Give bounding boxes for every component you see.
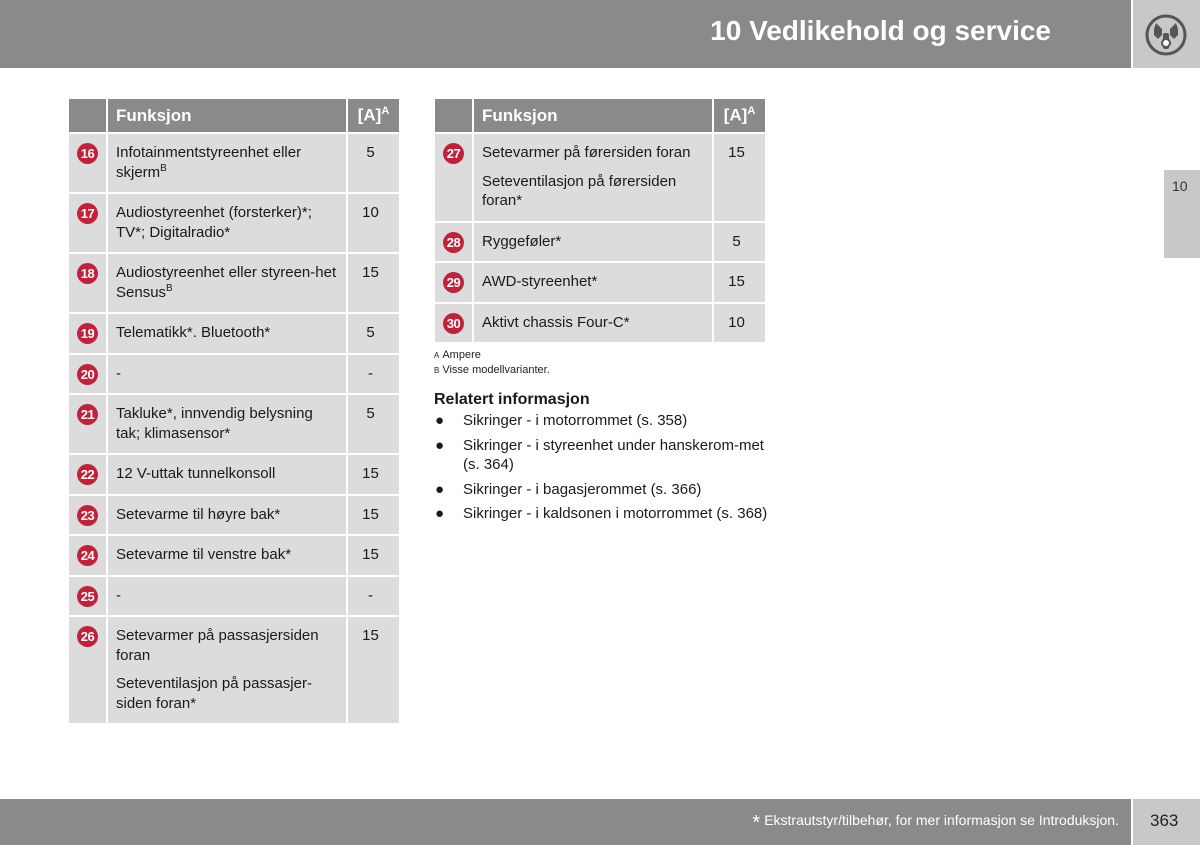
function-text: Ryggeføler*	[482, 232, 562, 250]
fuse-number-badge: 20	[77, 364, 98, 385]
function-text: Setevarmer på førersiden foran	[482, 144, 691, 161]
page-number-box	[1133, 799, 1200, 845]
header-amp-label: [A]	[357, 105, 382, 125]
footer-bar	[0, 799, 1131, 845]
fuse-number-badge: 26	[77, 626, 98, 647]
footnote-ref: B	[160, 162, 167, 174]
row-amp-cell: 5	[714, 223, 765, 262]
row-function-cell	[474, 263, 714, 302]
function-text: Infotainmentstyreenhet eller skjerm	[116, 144, 302, 181]
chapter-side-tab-label: 10	[1172, 178, 1188, 194]
row-number-cell	[69, 536, 108, 575]
footnote-key: B	[434, 366, 440, 375]
bullet-icon: ●	[435, 412, 445, 429]
row-number-cell	[69, 395, 108, 453]
function-text: Audiostyreenhet (forsterker)*; TV*; Digitalradio*	[116, 204, 312, 241]
function-line	[116, 464, 338, 484]
function-line	[116, 545, 338, 565]
function-text: Takluke*, innvendig belysning tak; klimasensor*	[116, 405, 313, 442]
row-amp-cell: 10	[348, 194, 399, 252]
function-line	[116, 143, 338, 182]
function-line	[482, 232, 704, 252]
row-function-cell	[474, 304, 714, 343]
row-function-cell	[108, 496, 348, 535]
related-link-text: Sikringer - i bagasjerommet (s. 366)	[463, 480, 702, 498]
row-number-cell	[69, 617, 108, 723]
function-line	[116, 203, 338, 242]
row-number-cell	[69, 455, 108, 494]
row-amp-cell: 5	[348, 314, 399, 353]
row-number-cell	[69, 194, 108, 252]
header-amp-sup: A	[381, 105, 390, 118]
footer-note-text: Ekstrautstyr/tilbehør, for mer informasjon se Introduksjon.	[764, 812, 1119, 828]
function-text: Audiostyreenhet eller styreen-het Sensus	[116, 264, 337, 301]
bullet-icon: ●	[435, 436, 445, 454]
fuse-number-badge: 27	[443, 143, 464, 164]
table-header-row	[435, 99, 765, 132]
related-link[interactable]	[434, 436, 774, 475]
header-amp-cell	[348, 99, 399, 132]
table-row	[435, 263, 765, 302]
related-info	[434, 391, 774, 529]
function-line	[482, 272, 704, 292]
related-link-text: Sikringer - i styreenhet under hanskerom-met (s. 364)	[463, 436, 764, 473]
table-row	[69, 314, 399, 353]
fuse-number-badge: 23	[77, 505, 98, 526]
fuse-table-left	[69, 97, 399, 725]
row-function-cell	[108, 314, 348, 353]
function-line	[116, 626, 338, 665]
row-function-cell	[108, 617, 348, 723]
footnote-text: Ampere	[442, 349, 481, 361]
table-row	[435, 223, 765, 262]
bullet-icon: ●	[435, 480, 445, 498]
row-amp-cell: -	[348, 577, 399, 616]
row-function-cell	[108, 254, 348, 312]
row-function-cell	[108, 536, 348, 575]
table-row	[69, 254, 399, 312]
function-line	[116, 404, 338, 443]
fuse-number-badge: 29	[443, 272, 464, 293]
table-row	[69, 134, 399, 192]
footnotes	[434, 348, 550, 378]
function-line	[116, 674, 338, 713]
header-function-cell: Funksjon	[108, 99, 348, 132]
table-row	[435, 304, 765, 343]
row-number-cell	[69, 254, 108, 312]
fuse-number-badge: 18	[77, 263, 98, 284]
table-row	[69, 577, 399, 616]
row-number-cell	[69, 314, 108, 353]
row-amp-cell: -	[348, 355, 399, 394]
row-amp-cell: 15	[348, 536, 399, 575]
function-line	[482, 313, 704, 333]
related-link[interactable]	[434, 504, 774, 524]
row-number-cell	[435, 304, 474, 343]
footnote-text: Visse modellvarianter.	[442, 364, 550, 376]
row-amp-cell: 15	[348, 254, 399, 312]
related-link-text: Sikringer - i motorrommet (s. 358)	[463, 412, 688, 429]
function-text: Setevarmer på passasjersiden foran	[116, 627, 319, 664]
fuse-number-badge: 25	[77, 586, 98, 607]
row-amp-cell: 15	[348, 496, 399, 535]
function-text: Setevarme til venstre bak*	[116, 546, 292, 563]
row-number-cell	[69, 577, 108, 616]
related-info-list	[434, 411, 774, 524]
function-text: AWD-styreenhet*	[482, 273, 598, 290]
function-line	[482, 143, 704, 163]
table-row	[69, 194, 399, 252]
function-text: Telematikk*. Bluetooth*	[116, 324, 271, 341]
row-amp-cell: 15	[348, 617, 399, 723]
row-function-cell	[108, 355, 348, 394]
table-row	[69, 536, 399, 575]
row-function-cell	[108, 455, 348, 494]
row-number-cell	[69, 355, 108, 394]
chapter-side-tab[interactable]	[1164, 170, 1200, 258]
footnote-b	[434, 363, 550, 378]
page-number: 363	[1150, 811, 1179, 830]
function-text: -	[116, 364, 121, 382]
fuse-table-right-body	[435, 134, 765, 342]
footer-star: *	[752, 812, 761, 834]
header-function-cell: Funksjon	[474, 99, 714, 132]
row-number-cell	[435, 134, 474, 221]
header-number-cell	[435, 99, 474, 132]
footnote-key: A	[434, 351, 440, 360]
function-line	[116, 323, 338, 343]
row-function-cell	[108, 194, 348, 252]
fuse-number-badge: 24	[77, 545, 98, 566]
header-amp-label: [A]	[723, 105, 748, 125]
row-number-cell	[69, 134, 108, 192]
fuse-number-badge: 22	[77, 464, 98, 485]
footnote-ref: B	[166, 282, 173, 294]
related-link[interactable]	[434, 480, 774, 500]
function-line	[116, 586, 338, 606]
related-link-text: Sikringer - i kaldsonen i motorrommet (s. 368)	[463, 505, 768, 522]
row-function-cell	[474, 223, 714, 262]
fuse-table-left-body	[69, 134, 399, 723]
header-amp-sup: A	[747, 105, 756, 118]
row-function-cell	[474, 134, 714, 221]
function-line	[482, 172, 704, 211]
function-text: 12 V-uttak tunnelkonsoll	[116, 465, 276, 482]
table-header-row	[69, 99, 399, 132]
row-amp-cell: 15	[714, 134, 765, 221]
table-row	[435, 134, 765, 221]
fuse-number-badge: 19	[77, 323, 98, 344]
table-row	[69, 355, 399, 394]
fuse-number-badge: 17	[77, 203, 98, 224]
header-amp-cell	[714, 99, 765, 132]
fuse-number-badge: 16	[77, 143, 98, 164]
header-number-cell	[69, 99, 108, 132]
wrench-gear-icon	[1144, 13, 1188, 57]
footnote-a	[434, 348, 550, 363]
row-amp-cell: 15	[714, 263, 765, 302]
row-function-cell	[108, 395, 348, 453]
row-function-cell	[108, 577, 348, 616]
function-text: -	[116, 586, 121, 604]
footer-note	[752, 812, 1119, 835]
row-amp-cell: 5	[348, 134, 399, 192]
function-line	[116, 505, 338, 525]
row-amp-cell: 5	[348, 395, 399, 453]
row-function-cell	[108, 134, 348, 192]
function-text: Aktivt chassis Four-C*	[482, 313, 630, 331]
function-text: Setevarme til høyre bak*	[116, 505, 281, 523]
fuse-number-badge: 28	[443, 232, 464, 253]
row-number-cell	[435, 263, 474, 302]
function-text: Seteventilasjon på passasjer-siden foran*	[116, 675, 312, 712]
row-number-cell	[435, 223, 474, 262]
function-line	[116, 364, 338, 384]
chapter-icon-box	[1133, 0, 1200, 68]
row-number-cell	[69, 496, 108, 535]
table-row	[69, 496, 399, 535]
page-title: 10 Vedlikehold og service	[710, 15, 1051, 46]
function-line	[116, 263, 338, 302]
related-info-title: Relatert informasjon	[434, 391, 590, 408]
fuse-number-badge: 30	[443, 313, 464, 334]
related-link[interactable]	[434, 411, 774, 431]
function-text: Seteventilasjon på førersiden foran*	[482, 172, 677, 209]
table-row	[69, 617, 399, 723]
table-row	[69, 455, 399, 494]
header-bar	[0, 0, 1131, 68]
fuse-table-right	[435, 97, 765, 344]
bullet-icon: ●	[435, 505, 445, 522]
row-amp-cell: 15	[348, 455, 399, 494]
row-amp-cell: 10	[714, 304, 765, 343]
table-row	[69, 395, 399, 453]
fuse-number-badge: 21	[77, 404, 98, 425]
